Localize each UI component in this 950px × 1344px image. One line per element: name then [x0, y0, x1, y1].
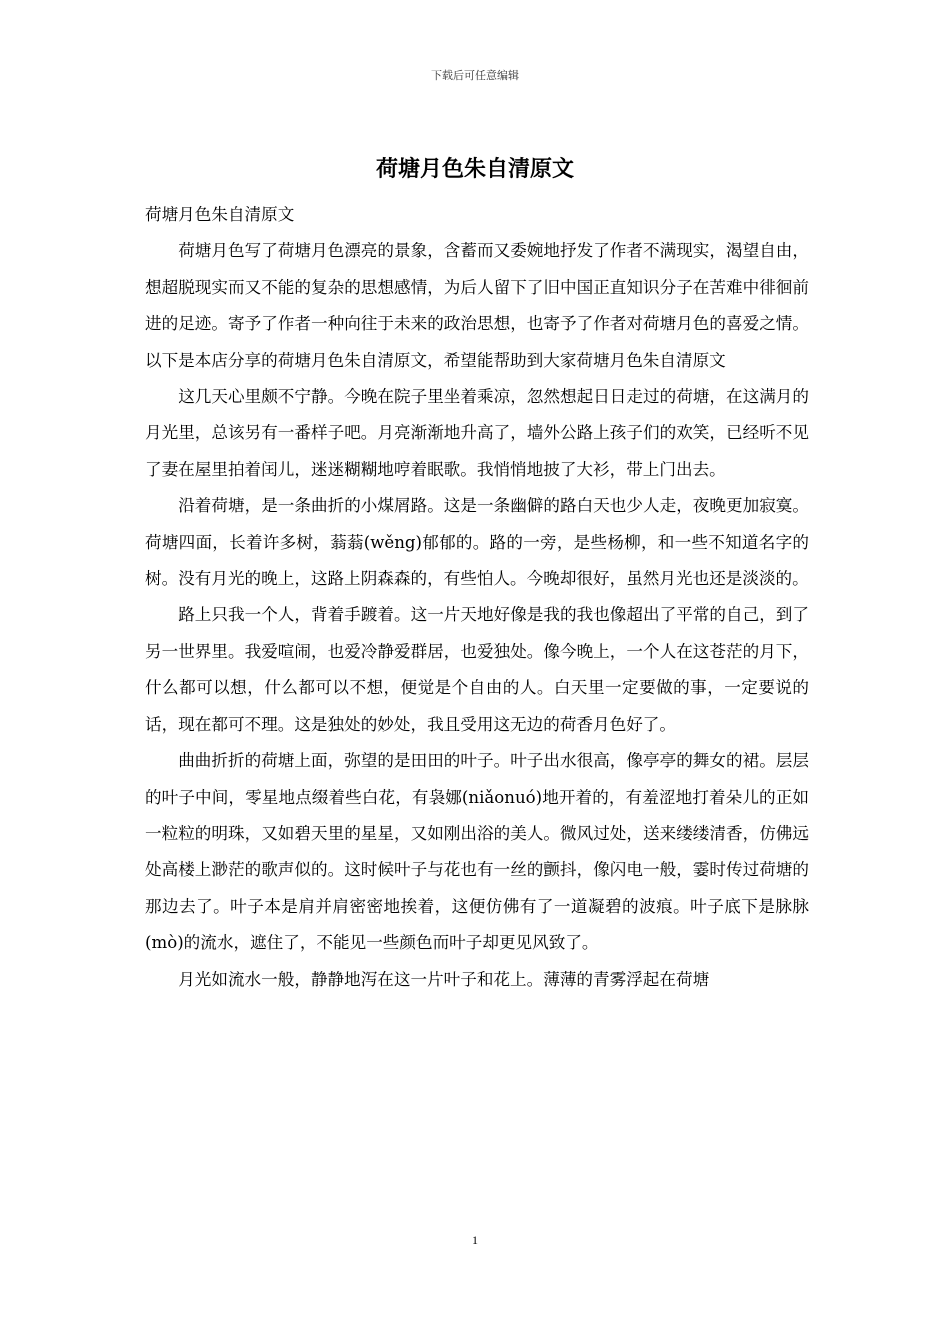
paragraph-4: 曲曲折折的荷塘上面，弥望的是田田的叶子。叶子出水很高，像亭亭的舞女的裙。层层的叶子中间，零星地点缀着些白花，有袅娜(niǎonuó)地开着的，有羞涩地打着朵儿的正如一粒粒的明珠，又如碧天里的星星，又如刚出浴的美人。微风过处，送来缕缕清香，仿佛远处高楼上渺茫的歌声似的。这时候叶子与花也有一丝的颤抖，像闪电一般，霎时传过荷塘的那边去了。叶子本是肩并肩密密地挨着，这便仿佛有了一道凝碧的波痕。叶子底下是脉脉(mò)的流水，遮住了，不能见一些颜色而叶子却更见风致了。	[145, 751, 809, 953]
paragraph-intro: 荷塘月色写了荷塘月色漂亮的景象，含蓄而又委婉地抒发了作者不满现实，渴望自由，想超脱现实而又不能的复杂的思想感情，为后人留下了旧中国正直知识分子在苦难中徘徊前进的足迹。寄予了作者一种向往于未来的政治思想，也寄予了作者对荷塘月色的喜爱之情。以下是本店分享的荷塘月色朱自清原文，希望能帮助到大家荷塘月色朱自清原文	[145, 241, 809, 370]
paragraph-1: 这几天心里颇不宁静。今晚在院子里坐着乘凉，忽然想起日日走过的荷塘，在这满月的月光里，总该另有一番样子吧。月亮渐渐地升高了，墙外公路上孩子们的欢笑，已经听不见了妻在屋里拍着闰儿，迷迷糊糊地哼着眠歌。我悄悄地披了大衫，带上门出去。	[145, 387, 809, 479]
paragraph-2: 沿着荷塘，是一条曲折的小煤屑路。这是一条幽僻的路白天也少人走，夜晚更加寂寞。荷塘四面，长着许多树，蓊蓊(wěng)郁郁的。路的一旁，是些杨柳，和一些不知道名字的树。没有月光的晚上，这路上阴森森的，有些怕人。今晚却很好，虽然月光也还是淡淡的。	[145, 496, 809, 589]
document-title: 荷塘月色朱自清原文	[375, 157, 574, 182]
subtitle-line: 荷塘月色朱自清原文	[145, 205, 295, 224]
header-note: 下载后可任意编辑	[431, 69, 519, 82]
document-body	[145, 197, 809, 998]
page-number: 1	[472, 1233, 478, 1247]
paragraph-3: 路上只我一个人，背着手踱着。这一片天地好像是我的我也像超出了平常的自己，到了另一世界里。我爱喧闹，也爱冷静爱群居，也爱独处。像今晚上，一个人在这苍茫的月下，什么都可以想，什么都可以不想，便觉是个自由的人。白天里一定要做的事，一定要说的话，现在都可不理。这是独处的妙处，我且受用这无边的荷香月色好了。	[145, 605, 809, 734]
paragraph-5: 月光如流水一般，静静地泻在这一片叶子和花上。薄薄的青雾浮起在荷塘	[178, 969, 710, 989]
